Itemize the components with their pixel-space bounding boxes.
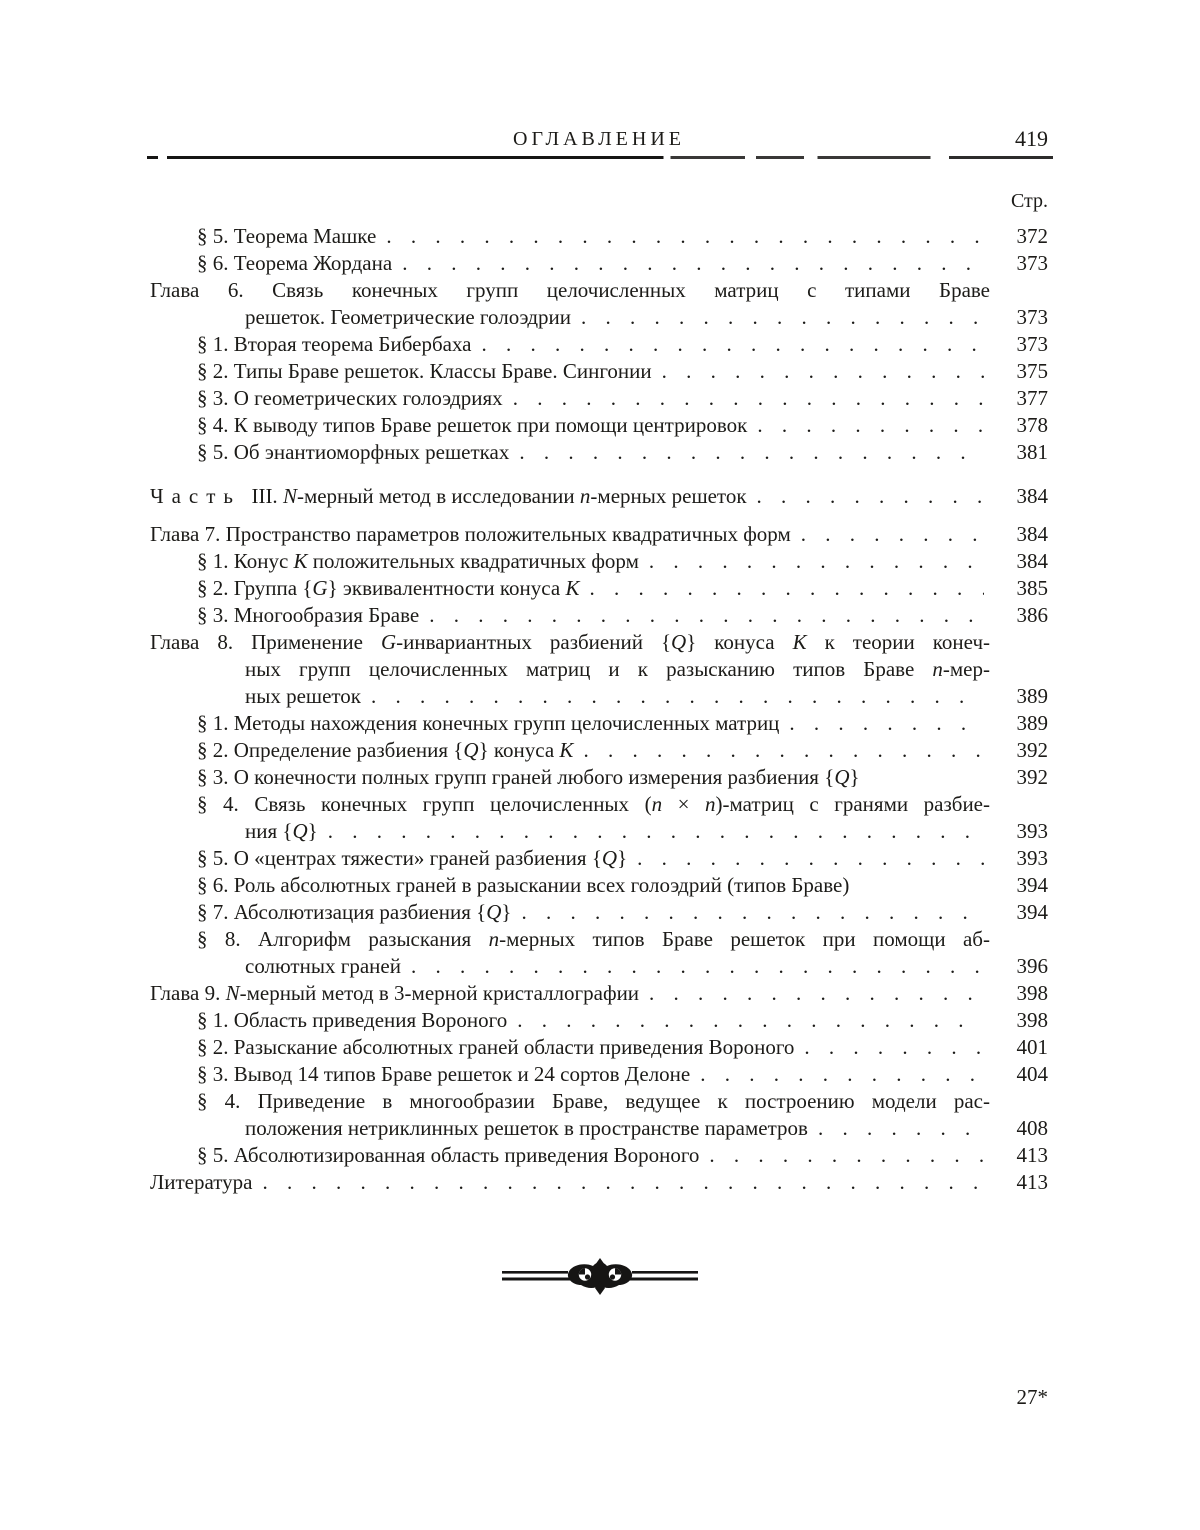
- toc-row: [150, 250, 1048, 277]
- dot-leader: [662, 358, 984, 385]
- text-segment: -мер-: [942, 657, 990, 681]
- page-number: 392: [1016, 738, 1048, 762]
- text-segment: ных решеток: [245, 684, 362, 708]
- toc-entry-text: [197, 223, 376, 250]
- math-symbol: Q: [834, 765, 850, 789]
- math-symbol: N: [282, 484, 297, 508]
- text-segment: § 3. О конечности полных групп граней любого измерения разбиения {: [197, 765, 835, 789]
- page-number: 398: [1016, 981, 1048, 1005]
- page-number: 378: [1016, 413, 1048, 437]
- text-segment: }: [617, 846, 628, 870]
- header-rule: [147, 156, 1053, 160]
- toc-row: [150, 439, 1048, 466]
- page-number: 384: [1016, 484, 1048, 508]
- divider-ornament: [0, 1252, 1200, 1305]
- text-segment: § 2. Типы Браве решеток. Классы Браве. Сингонии: [197, 359, 652, 383]
- math-symbol: n: [488, 927, 500, 951]
- toc-entry-text: [197, 575, 579, 602]
- page-number: 398: [1016, 1008, 1048, 1032]
- toc-row: [150, 1169, 1048, 1196]
- text-segment: § 4. К выводу типов Браве решеток при помощи центрировок: [197, 413, 748, 437]
- text-segment: Часть: [150, 484, 241, 508]
- dot-leader: [709, 1142, 984, 1169]
- toc-entry-text: [150, 980, 639, 1007]
- dot-leader: [429, 602, 984, 629]
- page-number: 396: [1016, 954, 1048, 978]
- text-segment: § 2. Определение разбиения {: [197, 738, 464, 762]
- toc-row: [150, 737, 1048, 764]
- dot-leader: [757, 483, 984, 510]
- toc-row: [150, 277, 1048, 304]
- math-symbol: Q: [671, 630, 687, 654]
- dot-leader: [581, 304, 984, 331]
- text-segment: § 2. Разыскание абсолютных граней области приведения Вороного: [197, 1035, 795, 1059]
- math-symbol: n: [705, 792, 716, 816]
- folio-number: 419: [1015, 126, 1048, 151]
- toc-entry-text: [197, 602, 419, 629]
- text-segment: § 6. Теорема Жордана: [197, 251, 393, 275]
- page-number: 413: [1016, 1170, 1048, 1194]
- toc-row: [150, 412, 1048, 439]
- dot-leader: [649, 980, 984, 1007]
- toc-row: [150, 926, 1048, 953]
- toc-row: [150, 872, 1048, 899]
- running-head: [150, 128, 1048, 156]
- text-segment: § 6. Роль абсолютных граней в разыскании всех голоэдрий (типов Браве): [197, 873, 850, 897]
- toc-entry-text: [197, 331, 472, 358]
- math-symbol: N: [225, 981, 240, 1005]
- text-segment: III.: [240, 484, 283, 508]
- page-number: 373: [1016, 305, 1048, 329]
- text-segment: § 3. Вывод 14 типов Браве решеток и 24 сортов Делоне: [197, 1062, 691, 1086]
- toc-entry-text: [197, 1034, 794, 1061]
- toc-row: [150, 791, 1048, 818]
- toc-row: [150, 385, 1048, 412]
- toc-entry-text: [150, 521, 791, 548]
- toc-entry-text: [197, 1061, 690, 1088]
- dot-leader: [789, 710, 984, 737]
- math-symbol: G: [380, 630, 397, 654]
- signature-mark: 27*: [1016, 1385, 1048, 1409]
- text-segment: -мерный метод в исследовании: [296, 484, 580, 508]
- text-segment: § 1. Методы нахождения конечных групп целочисленных матриц: [197, 711, 780, 735]
- toc-entry-text: [245, 683, 361, 710]
- toc-row: [150, 953, 1048, 980]
- text-segment: § 2. Группа {: [197, 576, 313, 600]
- text-segment: Глава 6. Связь конечных групп целочисленных матриц с типами Браве: [150, 278, 990, 302]
- toc-entry-text: [197, 737, 573, 764]
- toc-entry-text: [150, 629, 990, 656]
- text-segment: § 1. Область приведения Вороного: [197, 1008, 508, 1032]
- text-segment: решеток. Геометрические голоэдрии: [245, 305, 572, 329]
- page-number: 394: [1016, 900, 1048, 924]
- page-number: 408: [1016, 1116, 1048, 1140]
- math-symbol: Q: [463, 738, 479, 762]
- toc-row: [150, 1115, 1048, 1142]
- dot-leader: [700, 1061, 984, 1088]
- text-segment: § 8. Алгорифм разыскания: [197, 927, 489, 951]
- math-symbol: K: [559, 738, 574, 762]
- text-segment: }: [501, 900, 512, 924]
- math-symbol: K: [293, 549, 308, 573]
- toc-entry-text: [245, 1115, 808, 1142]
- dot-leader: [649, 548, 984, 575]
- page-number: 372: [1016, 224, 1048, 248]
- page-number: 381: [1016, 440, 1048, 464]
- page-number: 377: [1016, 386, 1048, 410]
- dot-leader: [818, 1115, 984, 1142]
- page-number: 389: [1016, 684, 1048, 708]
- math-symbol: Q: [486, 900, 502, 924]
- toc-row: [150, 899, 1048, 926]
- page-number: 393: [1016, 819, 1048, 843]
- toc-entry-text: [245, 818, 318, 845]
- toc-row: [150, 358, 1048, 385]
- toc-entry-text: [150, 1169, 252, 1196]
- dot-leader: [513, 385, 984, 412]
- text-segment: § 5. Теорема Машке: [197, 224, 377, 248]
- page-number: 392: [1016, 765, 1048, 789]
- text-segment: ных групп целочисленных матриц и к разысканию типов Браве: [245, 657, 933, 681]
- dot-leader: [583, 737, 984, 764]
- page-number: 413: [1016, 1143, 1048, 1167]
- text-segment: Литература: [150, 1170, 253, 1194]
- text-segment: -инвариантных разбиений {: [396, 630, 672, 654]
- text-segment: § 3. О геометрических голоэдриях: [197, 386, 503, 410]
- dot-leader: [371, 683, 984, 710]
- page-number: 386: [1016, 603, 1048, 627]
- text-segment: Глава 9.: [150, 981, 226, 1005]
- math-symbol: Q: [292, 819, 308, 843]
- toc-entry-text: [197, 358, 652, 385]
- math-symbol: Q: [601, 846, 618, 870]
- toc-entry-text: [197, 439, 509, 466]
- toc-row: [150, 980, 1048, 1007]
- text-segment: } конуса: [686, 630, 793, 654]
- text-segment: } конуса: [478, 738, 560, 762]
- toc-row: [150, 602, 1048, 629]
- text-segment: -мерных типов Браве решеток при помощи аб-: [499, 927, 990, 951]
- math-symbol: n: [579, 484, 591, 508]
- dot-leader: [517, 1007, 984, 1034]
- text-segment: к теории конеч-: [806, 630, 991, 654]
- toc-entry-text: [197, 1142, 699, 1169]
- toc-entry-text: [197, 764, 860, 791]
- dot-leader: [262, 1169, 984, 1196]
- toc-row: [150, 656, 1048, 683]
- text-segment: § 5. Абсолютизированная область приведения Вороного: [197, 1143, 700, 1167]
- dot-leader: [482, 331, 985, 358]
- text-segment: ×: [662, 792, 706, 816]
- text-segment: }: [849, 765, 860, 789]
- text-segment: § 1. Конус: [197, 549, 294, 573]
- page-number: 393: [1016, 846, 1048, 870]
- toc-row: [150, 483, 1048, 510]
- toc-row: [150, 683, 1048, 710]
- toc-row: [150, 223, 1048, 250]
- text-segment: § 5. Об энантиоморфных решетках: [197, 440, 510, 464]
- toc-row: [150, 331, 1048, 358]
- text-segment: солютных граней: [245, 954, 401, 978]
- text-segment: } эквивалентности конуса: [327, 576, 566, 600]
- dot-leader: [402, 250, 984, 277]
- dot-leader: [519, 439, 984, 466]
- page-number: 384: [1016, 549, 1048, 573]
- text-segment: -мерный метод в 3-мерной кристаллографии: [239, 981, 640, 1005]
- math-symbol: n: [932, 657, 943, 681]
- toc-entry-text: [197, 412, 747, 439]
- page-number: 384: [1016, 522, 1048, 546]
- toc-row: [150, 1142, 1048, 1169]
- toc-entry-text: [197, 710, 779, 737]
- toc-row: [150, 1061, 1048, 1088]
- text-segment: § 5. О «центрах тяжести» граней разбиения {: [197, 846, 602, 870]
- toc-row: [150, 845, 1048, 872]
- toc-entry-text: [197, 385, 503, 412]
- toc-row: [150, 521, 1048, 548]
- toc-entry-text: [245, 656, 990, 683]
- toc-entry-text: [245, 304, 571, 331]
- text-segment: Глава 7. Пространство параметров положительных квадратичных форм: [150, 522, 791, 546]
- text-segment: положения нетриклинных решеток в пространстве параметров: [245, 1116, 808, 1140]
- toc-row: [150, 818, 1048, 845]
- page-number: 375: [1016, 359, 1048, 383]
- toc-row: [150, 764, 1048, 791]
- page-number: 373: [1016, 251, 1048, 275]
- text-segment: ния {: [245, 819, 293, 843]
- toc-entry-text: [197, 1007, 507, 1034]
- math-symbol: G: [312, 576, 328, 600]
- toc-entry-text: [197, 791, 990, 818]
- text-segment: § 4. Связь конечных групп целочисленных (: [197, 792, 652, 816]
- text-segment: § 7. Абсолютизация разбиения {: [197, 900, 487, 924]
- toc-entry-text: [150, 483, 747, 510]
- dot-leader: [804, 1034, 984, 1061]
- text-segment: § 1. Вторая теорема Бибербаха: [197, 332, 472, 356]
- toc-row: [150, 1007, 1048, 1034]
- toc-entry-text: [197, 872, 849, 899]
- scroll-ornament-icon: [500, 1252, 700, 1300]
- text-segment: -мерных решеток: [590, 484, 747, 508]
- page-title: ОГЛАВЛЕНИЕ: [513, 128, 685, 150]
- text-segment: }: [307, 819, 318, 843]
- toc-entry-text: [150, 277, 990, 304]
- page-number: 389: [1016, 711, 1048, 735]
- toc-list: [150, 223, 1048, 1196]
- math-symbol: n: [651, 792, 663, 816]
- toc-row: [150, 304, 1048, 331]
- page-number: 373: [1016, 332, 1048, 356]
- text-segment: § 3. Многообразия Браве: [197, 603, 420, 627]
- toc-row: [150, 1088, 1048, 1115]
- toc-row: [150, 1034, 1048, 1061]
- toc-entry-text: [197, 899, 511, 926]
- dot-leader: [801, 521, 984, 548]
- page-column-header: Стр.: [1010, 190, 1048, 212]
- toc-entry-text: [197, 845, 627, 872]
- dot-leader: [328, 818, 984, 845]
- page-number: 401: [1016, 1035, 1048, 1059]
- text-segment: § 4. Приведение в многообразии Браве, ведущее к построению модели рас-: [197, 1089, 990, 1113]
- toc-entry-text: [245, 953, 401, 980]
- text-segment: положительных квадратичных форм: [307, 549, 639, 573]
- toc-row: [150, 575, 1048, 602]
- page-number: 394: [1016, 873, 1048, 897]
- toc-row: [150, 710, 1048, 737]
- dot-leader: [637, 845, 984, 872]
- text-segment: )-матриц с гранями разбие-: [715, 792, 990, 816]
- page-number: 385: [1016, 576, 1048, 600]
- math-symbol: K: [792, 630, 807, 654]
- dot-leader: [757, 412, 984, 439]
- page-number: 404: [1016, 1062, 1048, 1086]
- toc-entry-text: [197, 548, 639, 575]
- dot-leader: [521, 899, 984, 926]
- text-segment: Глава 8. Применение: [150, 630, 381, 654]
- toc-entry-text: [197, 926, 990, 953]
- toc-entry-text: [197, 250, 392, 277]
- dot-leader: [589, 575, 984, 602]
- toc-row: [150, 548, 1048, 575]
- toc-row: [150, 629, 1048, 656]
- dot-leader: [386, 223, 984, 250]
- dot-leader: [411, 953, 984, 980]
- math-symbol: K: [565, 576, 580, 600]
- toc-entry-text: [197, 1088, 990, 1115]
